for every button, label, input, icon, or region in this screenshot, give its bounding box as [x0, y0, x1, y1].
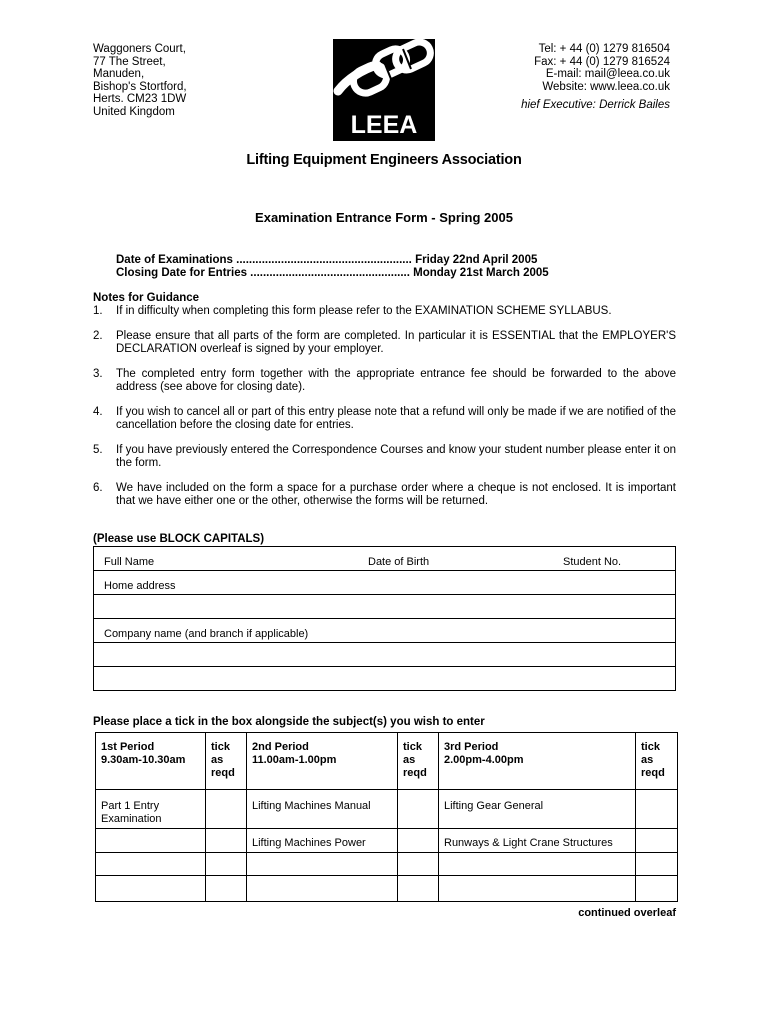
date-label: Closing Date for Entries .................................................. [116, 267, 410, 279]
organisation-name: Lifting Equipment Engineers Association [246, 152, 522, 168]
address-line: United Kingdom [93, 105, 175, 118]
home-address-label: Home address [104, 580, 176, 592]
tick-box[interactable] [398, 853, 439, 876]
tick-box[interactable] [636, 790, 678, 829]
company-name-cell[interactable] [94, 619, 676, 643]
subjects-header-row [96, 733, 678, 790]
fax: Fax: + 44 (0) 1279 816524 [534, 55, 670, 68]
tick-box[interactable] [398, 829, 439, 853]
tick-box[interactable] [636, 829, 678, 853]
tick-box[interactable] [206, 790, 247, 829]
tick-box[interactable] [636, 876, 678, 902]
company-line-3[interactable] [94, 667, 676, 691]
home-address-line-2[interactable] [94, 595, 676, 619]
personal-details-table [93, 546, 676, 691]
tick-box[interactable] [206, 876, 247, 902]
address-line: Bishop's Stortford, [93, 80, 187, 93]
subjects-table [95, 732, 678, 902]
period-header: 3rd Period 2.00pm-4.00pm [439, 733, 636, 790]
subject-cell [247, 876, 398, 902]
tick-header: tick as reqd [398, 733, 439, 790]
tick-box[interactable] [398, 876, 439, 902]
date-row [116, 254, 549, 267]
block-capitals-instruction: (Please use BLOCK CAPITALS) [93, 533, 265, 545]
name-row-cell[interactable] [94, 547, 676, 571]
date-label: Date of Examinations ....................................................... [116, 254, 412, 266]
chain-icon [333, 39, 435, 141]
subject-cell: Lifting Gear General [439, 790, 636, 829]
table-row [96, 876, 678, 902]
note-item: 4. If you wish to cancel all or part of this entry please note that a refund will only be made if we are notified of the cancellation before the closing date for entries. [93, 406, 676, 431]
subject-cell [439, 876, 636, 902]
leea-logo [333, 39, 435, 141]
logo-text: LEEA [350, 111, 418, 139]
subject-cell: Lifting Machines Power [247, 829, 398, 853]
table-row [96, 829, 678, 853]
full-name-label: Full Name [104, 556, 155, 568]
note-item: 1. If in difficulty when completing this form please refer to the EXAMINATION SCHEME SYLLABUS. [93, 305, 612, 317]
tick-instruction: Please place a tick in the box alongside the subject(s) you wish to enter [93, 716, 485, 728]
period-header: 2nd Period 11.00am-1.00pm [247, 733, 398, 790]
subject-cell: Part 1 Entry Examination [96, 790, 206, 829]
note-item: 2. Please ensure that all parts of the form are completed. In particular it is ESSENTIAL that the EMPLOYER'S DECLARATION overleaf is signed by your employer. [93, 330, 676, 355]
date-of-birth-label: Date of Birth [368, 556, 430, 568]
tick-header: tick as reqd [636, 733, 678, 790]
telephone: Tel: + 44 (0) 1279 816504 [538, 43, 670, 55]
tick-box[interactable] [206, 853, 247, 876]
student-number-label: Student No. [563, 556, 622, 568]
notes-heading: Notes for Guidance [93, 292, 200, 304]
tick-box[interactable] [636, 853, 678, 876]
examination-dates [116, 254, 549, 280]
address-line: Waggoners Court, [93, 43, 186, 55]
date-value: Monday 21st March 2005 [413, 267, 549, 279]
subject-cell [96, 829, 206, 853]
subject-cell [247, 853, 398, 876]
tick-box[interactable] [398, 790, 439, 829]
tick-header: tick as reqd [206, 733, 247, 790]
home-address-cell[interactable] [94, 571, 676, 595]
notes-for-guidance [93, 292, 676, 520]
subject-cell [96, 853, 206, 876]
tick-box[interactable] [206, 829, 247, 853]
subject-cell [96, 876, 206, 902]
date-row [116, 267, 549, 280]
address-line: Manuden, [93, 68, 145, 81]
note-item: 5. If you have previously entered the Correspondence Courses and know your student number please enter it on the form. [93, 444, 676, 469]
subject-cell [439, 853, 636, 876]
subject-cell: Runways & Light Crane Structures [439, 829, 636, 853]
address-block [93, 43, 187, 119]
chief-executive: hief Executive: Derrick Bailes [521, 99, 670, 112]
note-item: 6. We have included on the form a space for a purchase order where a cheque is not enclosed. It is important that we have either one or the other, otherwise the forms will be returned. [93, 482, 676, 507]
note-item: 3. The completed entry form together with the appropriate entrance fee should be forwarded to the above address (see above for closing date). [93, 368, 676, 393]
email: E-mail: mail@leea.co.uk [545, 68, 670, 81]
website: Website: www.leea.co.uk [542, 80, 670, 93]
period-header: 1st Period 9.30am-10.30am [96, 733, 206, 790]
address-line: 77 The Street, [93, 55, 166, 68]
table-row [96, 853, 678, 876]
address-line: Herts. CM23 1DW [93, 93, 187, 106]
date-value: Friday 22nd April 2005 [415, 254, 538, 266]
contact-block [521, 43, 670, 112]
table-row [96, 790, 678, 829]
subject-cell: Lifting Machines Manual [247, 790, 398, 829]
company-line-2[interactable] [94, 643, 676, 667]
company-name-label: Company name (and branch if applicable) [104, 628, 309, 640]
continued-overleaf: continued overleaf [578, 907, 676, 919]
form-title: Examination Entrance Form - Spring 2005 [255, 210, 513, 225]
